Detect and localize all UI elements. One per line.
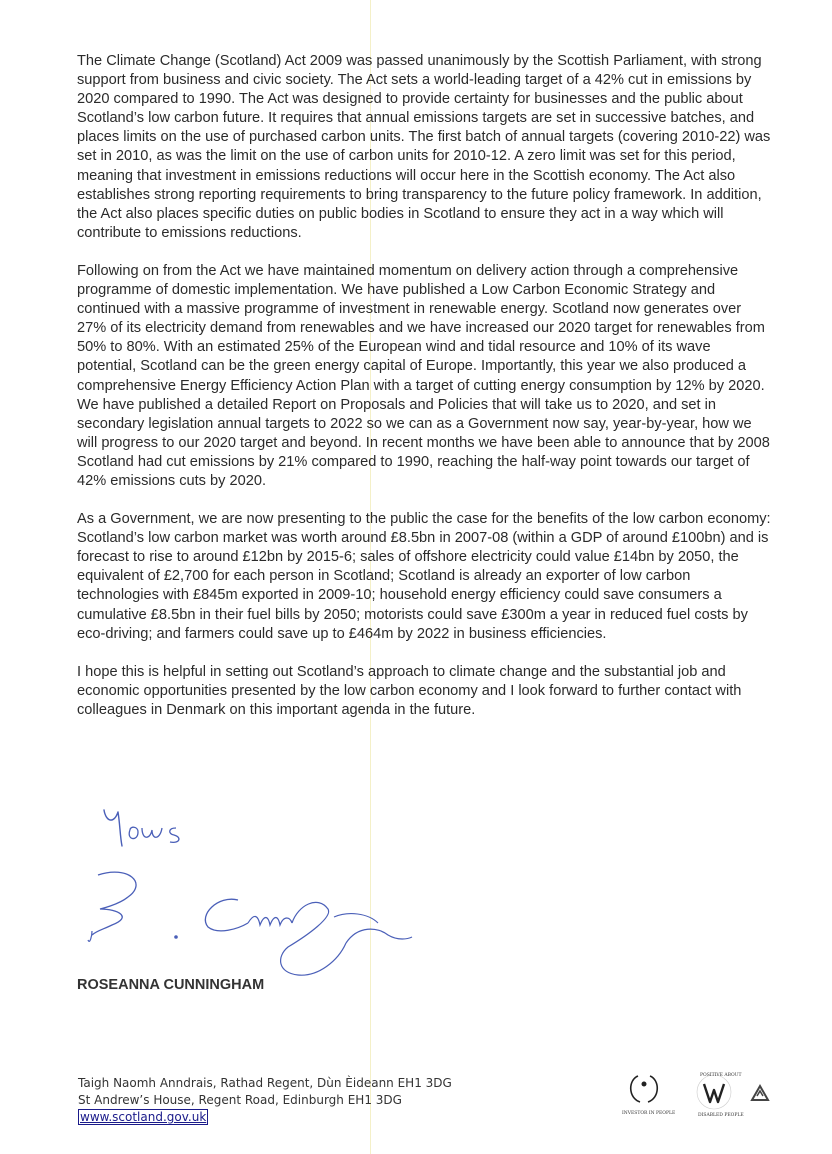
signer-name: ROSEANNA CUNNINGHAM xyxy=(77,977,265,993)
address-english: St Andrew’s House, Regent Road, Edinburgh EH1 3DG xyxy=(78,1093,402,1107)
disabled-people-caption: DISABLED PEOPLE xyxy=(698,1113,744,1118)
address-gaelic: Taigh Naomh Anndrais, Rathad Regent, Dùn Èideann EH1 3DG xyxy=(78,1076,452,1090)
paragraph-climate-act: The Climate Change (Scotland) Act 2009 was passed unanimously by the Scottish Parliament, with strong support from business and civic society. The Act sets a world-leading target of a 42% cut in emissions by 2020 compared to 1990. The Act was designed to provide certainty for businesses and the public about Scotland’s low carbon future. It requires that annual emissions targets are set in successive batches, and places limits on the use of purchased carbon units. The first batch of annual targets (covering 2010-22) was set in 2010, as was the limit on the use of carbon units for 2010-12. A zero limit was set for this period, meaning that investment in emissions reductions will occur here in the Scottish economy. The Act also establishes strong reporting requirements to bring transparency to the future policy framework. In addition, the Act also places specific duties on public bodies in Scotland to ensure they act in a way which will contribute to emissions reductions. xyxy=(77,53,771,241)
letter-body xyxy=(77,52,772,739)
paragraph-closing-remarks: I hope this is helpful in setting out Scotland’s approach to climate change and the substantial job and economic opportunities presented by the low carbon economy and I look forward to further contact with colleagues in Denmark on this important agenda in the future. xyxy=(77,663,742,718)
positive-about-disabled-people-logo-icon xyxy=(697,1072,744,1118)
recycle-icon xyxy=(752,1086,768,1100)
investor-logo-caption: INVESTOR IN PEOPLE xyxy=(622,1111,676,1116)
investor-in-people-logo-icon xyxy=(622,1076,675,1116)
website-link[interactable]: www.scotland.gov.uk xyxy=(80,1110,207,1124)
paragraph-delivery-action: Following on from the Act we have maintained momentum on delivery action through a comprehensive programme of domestic implementation. We have published a Low Carbon Economic Strategy and continued with a massive programme of investment in renewable energy. Scotland now generates over 27% of its electricity demand from renewables and we have increased our 2020 target for renewables from 50% to 80%. With an estimated 25% of the European wind and tidal resource and 10% of its wave potential, Scotland can be the green energy capital of Europe. Importantly, this year we also produced a comprehensive Energy Efficiency Action Plan with a target of cutting energy consumption by 12% by 2020. We have published a detailed Report on Proposals and Policies that will take us to 2020, and set in secondary legislation annual targets to 2022 so we can as a Government now say, year-by-year, how we will progress to our 2020 target and beyond. In recent months we have been able to announce that by 2008 Scotland had cut emissions by 21% compared to 1990, reaching the half-way point towards our target of 42% emissions cuts by 2020. xyxy=(77,262,770,489)
signature xyxy=(78,865,418,980)
footer-logos xyxy=(620,1070,780,1125)
positive-about-caption: POSITIVE ABOUT xyxy=(700,1073,742,1078)
handwritten-yours xyxy=(100,800,210,850)
paragraph-economic-benefits: As a Government, we are now presenting to the public the case for the benefits of the low carbon economy: Scotland’s low carbon market was worth around £8.5bn in 2007-08 (within a GDP of around £100bn) and is forecast to rise to around £12bn by 2015-6; sales of offshore electricity could value £14bn by 2050, the equivalent of £2,700 for each person in Scotland; Scotland is already an exporter of low carbon technologies with £845m exported in 2009-10; household energy efficiency could save consumers a cumulative £8.5bn in their fuel bills by 2050; motorists could save £300m a year in reduced fuel costs by eco-driving; and farmers could save up to £464m by 2022 in business efficiencies. xyxy=(77,511,771,642)
footer-address xyxy=(78,1075,452,1126)
